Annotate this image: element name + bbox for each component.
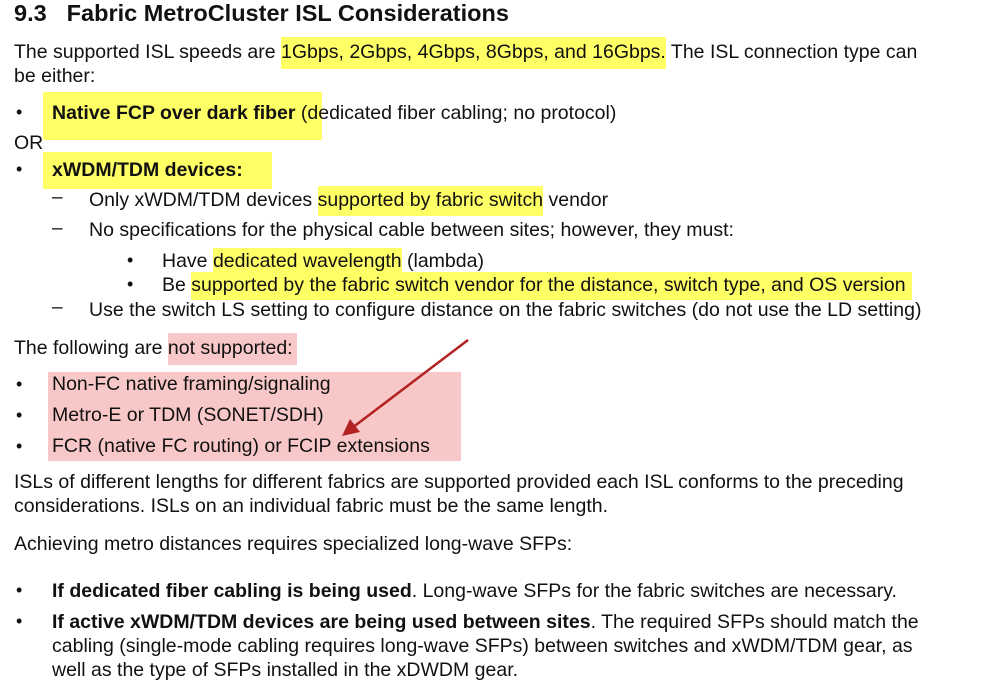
sub-sub-item-1-post: (lambda) bbox=[401, 250, 484, 272]
option-native-fcp-rest: (dedicated fiber cabling; no protocol) bbox=[295, 102, 617, 124]
sub-item-1 bbox=[89, 188, 608, 212]
or-text: OR bbox=[14, 132, 44, 154]
dash-icon: – bbox=[52, 297, 63, 318]
bullet-icon: • bbox=[127, 274, 134, 294]
option-xwdm: xWDM/TDM devices: bbox=[52, 159, 243, 181]
metro-para: Achieving metro distances requires specialized long-wave SFPs: bbox=[14, 533, 573, 555]
intro-text: The supported ISL speeds are bbox=[14, 41, 282, 63]
bullet-icon: • bbox=[16, 436, 23, 456]
bullet-icon: • bbox=[16, 374, 23, 394]
bullet-icon: • bbox=[16, 159, 23, 179]
ns-item-3: FCR (native FC routing) or FCIP extensions bbox=[52, 435, 430, 457]
final-item-1 bbox=[52, 579, 897, 603]
sub-sub-item-1-pre: Have bbox=[162, 250, 213, 272]
bullet-icon: • bbox=[16, 580, 23, 600]
sub-item-1-highlight: supported by fabric switch bbox=[318, 186, 543, 216]
final-item-2-bold: If active xWDM/TDM devices are being used between sites bbox=[52, 611, 591, 633]
isl-para-line-2: considerations. ISLs on an individual fabric must be the same length. bbox=[14, 495, 609, 517]
section-heading bbox=[14, 0, 509, 27]
sub-item-1-post: vendor bbox=[543, 189, 609, 211]
section-number: 9.3 bbox=[14, 0, 47, 26]
sub-item-3: Use the switch LS setting to configure distance on the fabric switches (do not use the LD setting) bbox=[89, 299, 922, 321]
section-title: Fabric MetroCluster ISL Considerations bbox=[66, 0, 509, 26]
dash-icon: – bbox=[52, 187, 63, 208]
final-item-2-line-1 bbox=[52, 610, 919, 634]
bullet-icon: • bbox=[127, 250, 134, 270]
ns-item-1: Non-FC native framing/signaling bbox=[52, 373, 331, 395]
option-native-fcp bbox=[52, 101, 616, 125]
isl-para-line-1: ISLs of different lengths for different fabrics are supported provided each ISL conforms to the preceding bbox=[14, 471, 904, 493]
final-item-2-line-3: well as the type of SFPs installed in the xDWDM gear. bbox=[52, 659, 519, 681]
ns-item-2: Metro-E or TDM (SONET/SDH) bbox=[52, 404, 324, 426]
bullet-icon: • bbox=[16, 405, 23, 425]
final-item-2-line-2: cabling (single-mode cabling requires long-wave SFPs) between switches and xWDM/TDM gear, as bbox=[52, 635, 913, 657]
sub-sub-item-1 bbox=[162, 249, 484, 273]
dash-icon: – bbox=[52, 218, 63, 239]
sub-sub-item-2 bbox=[162, 273, 912, 297]
option-native-fcp-bold: Native FCP over dark fiber bbox=[52, 102, 296, 124]
bullet-icon: • bbox=[16, 611, 23, 631]
speeds-highlight: 1Gbps, 2Gbps, 4Gbps, 8Gbps, and 16Gbps. bbox=[281, 37, 666, 69]
intro-text-post: The ISL connection type can bbox=[665, 41, 918, 63]
not-supported-highlight: not supported: bbox=[168, 333, 297, 365]
sub-sub-item-2-pre: Be bbox=[162, 274, 192, 296]
not-supported-line bbox=[14, 336, 297, 360]
sub-sub-item-1-highlight: dedicated wavelength bbox=[213, 248, 402, 276]
sub-sub-item-2-highlight: supported by the fabric switch vendor for the distance, switch type, and OS version bbox=[191, 272, 911, 300]
intro-line-1 bbox=[14, 40, 917, 64]
final-item-1-bold: If dedicated fiber cabling is being used bbox=[52, 580, 412, 602]
final-item-1-rest: . Long-wave SFPs for the fabric switches are necessary. bbox=[411, 580, 897, 602]
not-supported-pre: The following are bbox=[14, 337, 168, 359]
intro-line-2: be either: bbox=[14, 65, 96, 87]
red-arrow-icon bbox=[330, 335, 480, 450]
bullet-icon: • bbox=[16, 102, 23, 122]
final-item-2-rest: . The required SFPs should match the bbox=[590, 611, 919, 633]
sub-item-2: No specifications for the physical cable between sites; however, they must: bbox=[89, 219, 734, 241]
sub-item-1-pre: Only xWDM/TDM devices bbox=[89, 189, 318, 211]
